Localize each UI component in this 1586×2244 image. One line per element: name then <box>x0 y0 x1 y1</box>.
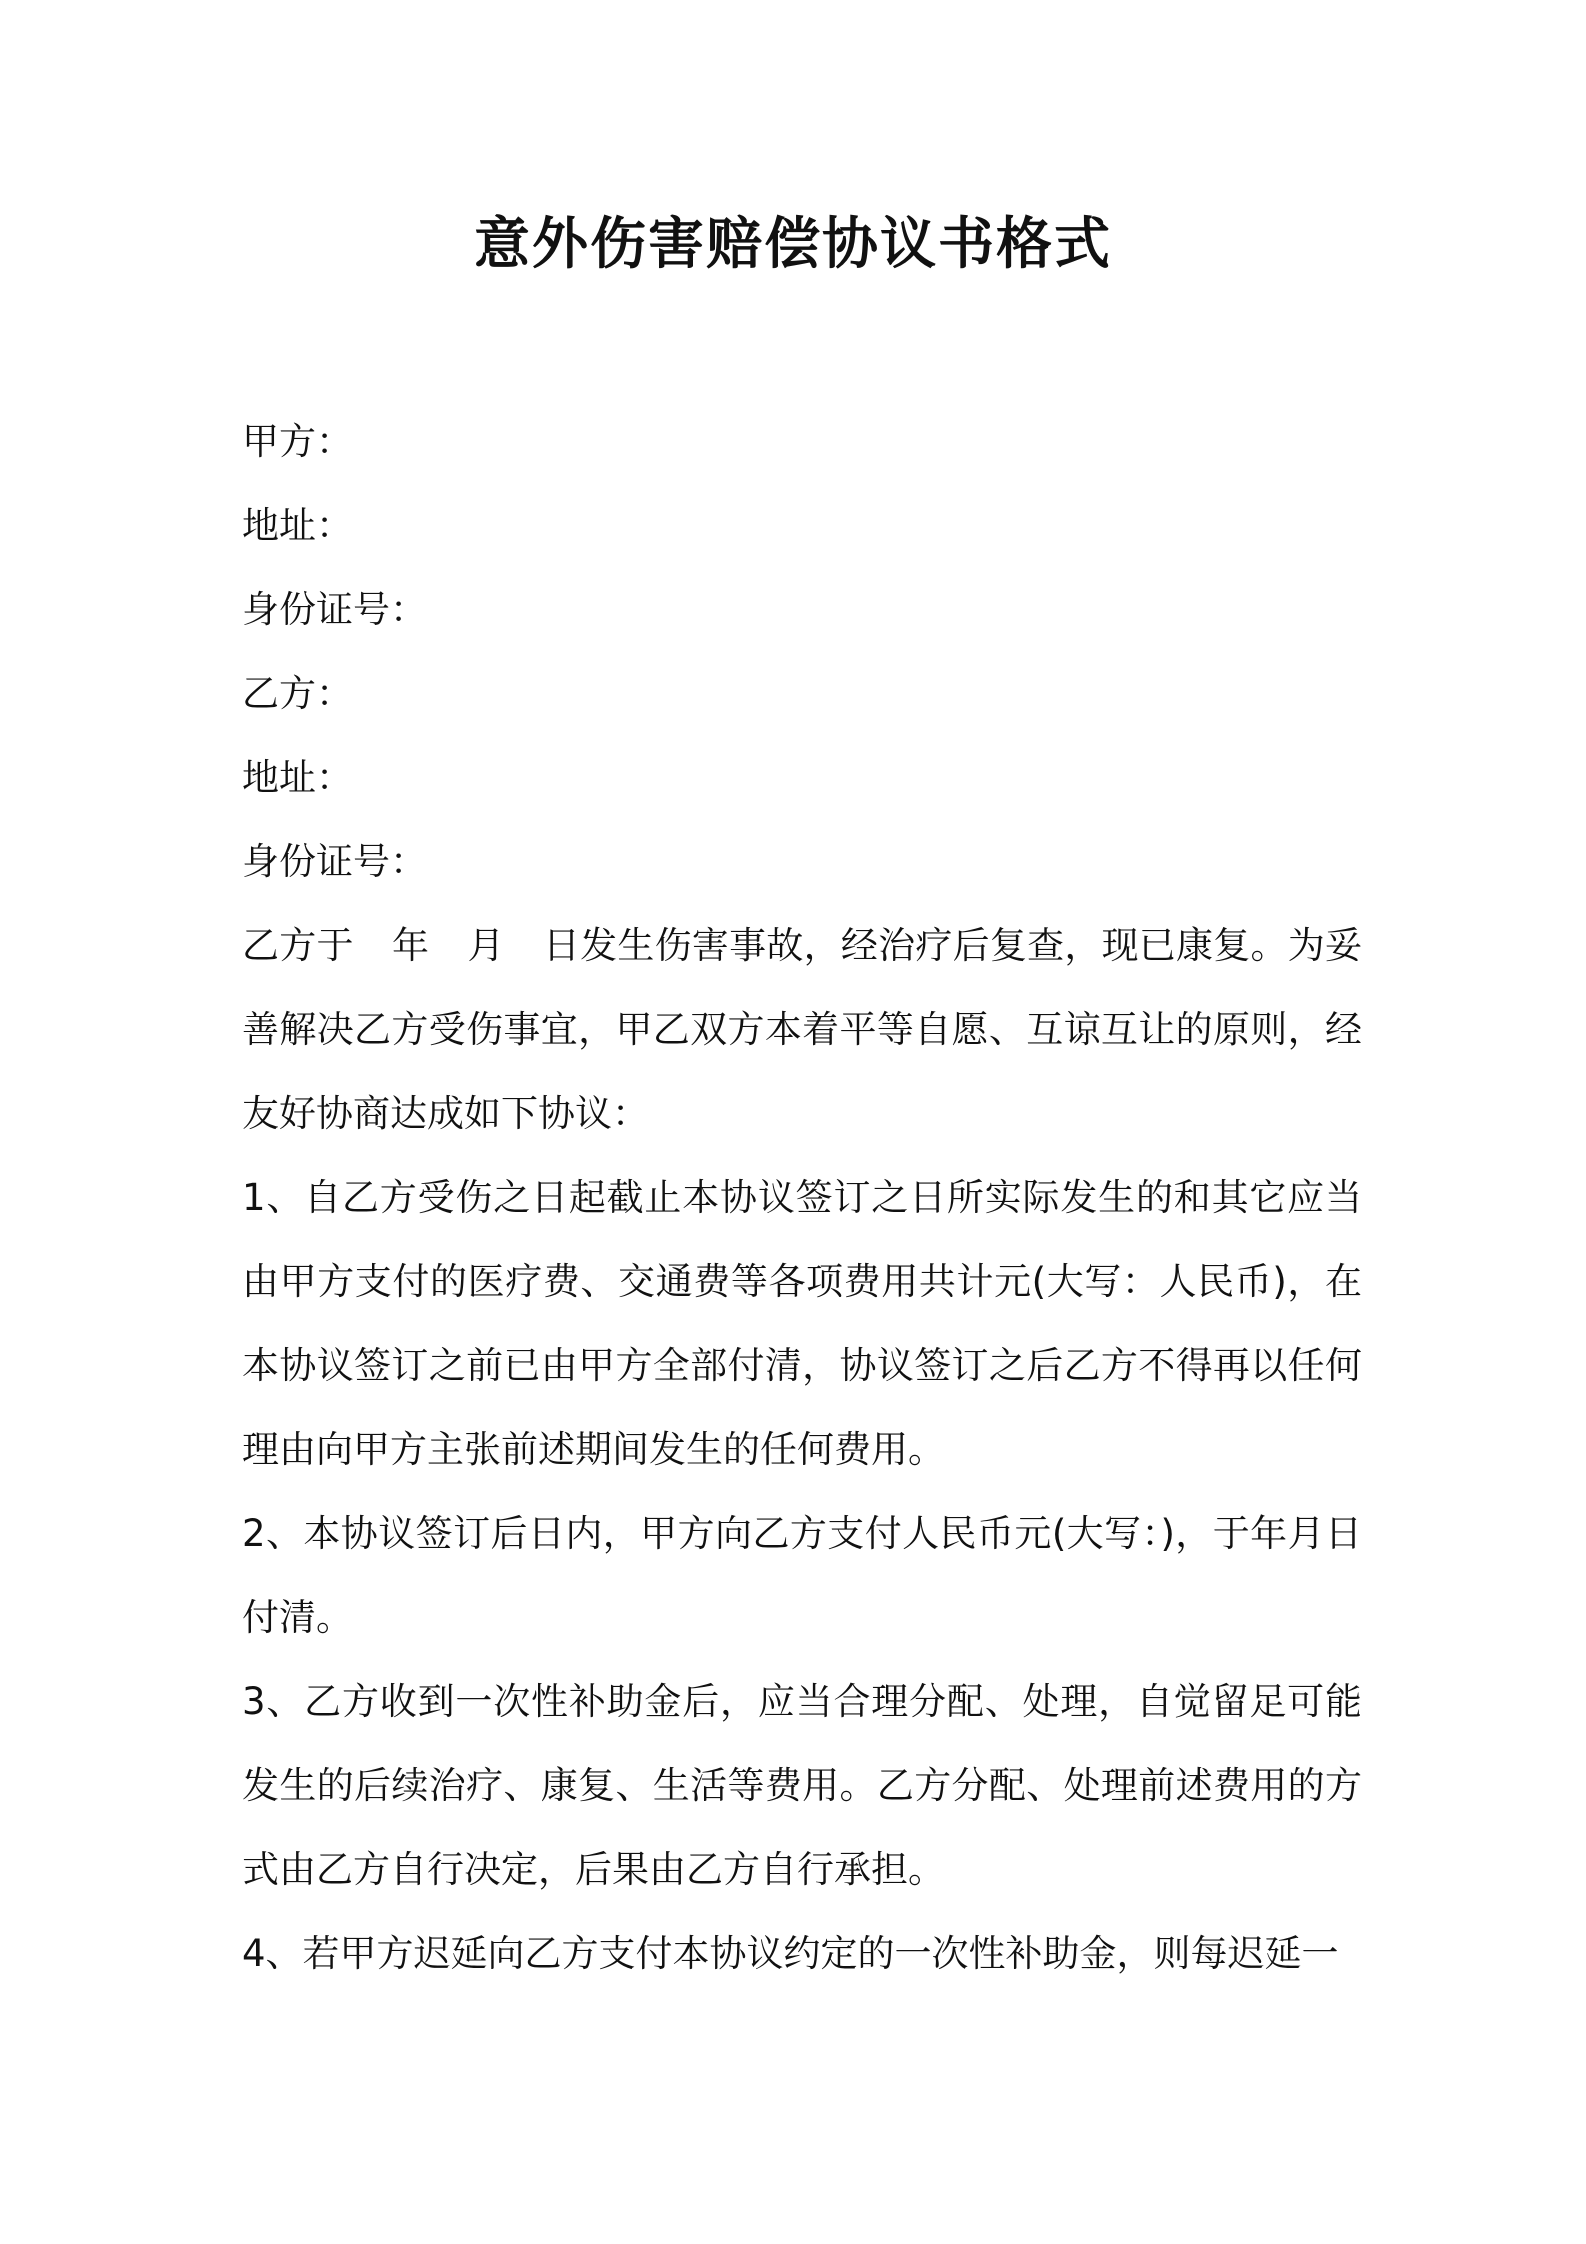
intro-prefix: 乙方于 <box>242 924 354 967</box>
party-b-address-field: 地址： <box>242 756 353 799</box>
document-body <box>242 400 1362 1996</box>
intro-month: 月 <box>467 924 505 967</box>
intro-rest: 日发生伤害事故，经治疗后复查，现已康复。为妥善解决乙方受伤事宜，甲乙双方本着平等自愿、互谅互让的原则，经友好协商达成如下协议： <box>242 924 1363 1135</box>
clause-4: 4、若甲方迟延向乙方支付本协议约定的一次性补助金，则每迟延一 <box>242 1932 1339 1975</box>
intro-paragraph <box>242 904 1362 1156</box>
party-a-id-field: 身份证号： <box>242 588 427 631</box>
clause-3: 3、乙方收到一次性补助金后，应当合理分配、处理，自觉留足可能发生的后续治疗、康复、生活等费用。乙方分配、处理前述费用的方式由乙方自行决定，后果由乙方自行承担。 <box>242 1680 1362 1891</box>
party-a-address-field: 地址： <box>242 504 353 547</box>
clause-1: 1、自乙方受伤之日起截止本协议签订之日所实际发生的和其它应当由甲方支付的医疗费、交通费等各项费用共计元(大写：人民币)，在本协议签订之前已由甲方全部付清，协议签订之后乙方不得再以任何理由向甲方主张前述期间发生的任何费用。 <box>242 1176 1362 1471</box>
party-b-id-field: 身份证号： <box>242 840 427 883</box>
party-a-field: 甲方： <box>242 420 353 463</box>
document-title: 意外伤害赔偿协议书格式 <box>474 212 1112 277</box>
clause-2: 2、本协议签订后日内，甲方向乙方支付人民币元(大写：)，于年月日付清。 <box>242 1512 1362 1639</box>
intro-year: 年 <box>391 924 430 967</box>
party-b-field: 乙方： <box>242 672 353 715</box>
